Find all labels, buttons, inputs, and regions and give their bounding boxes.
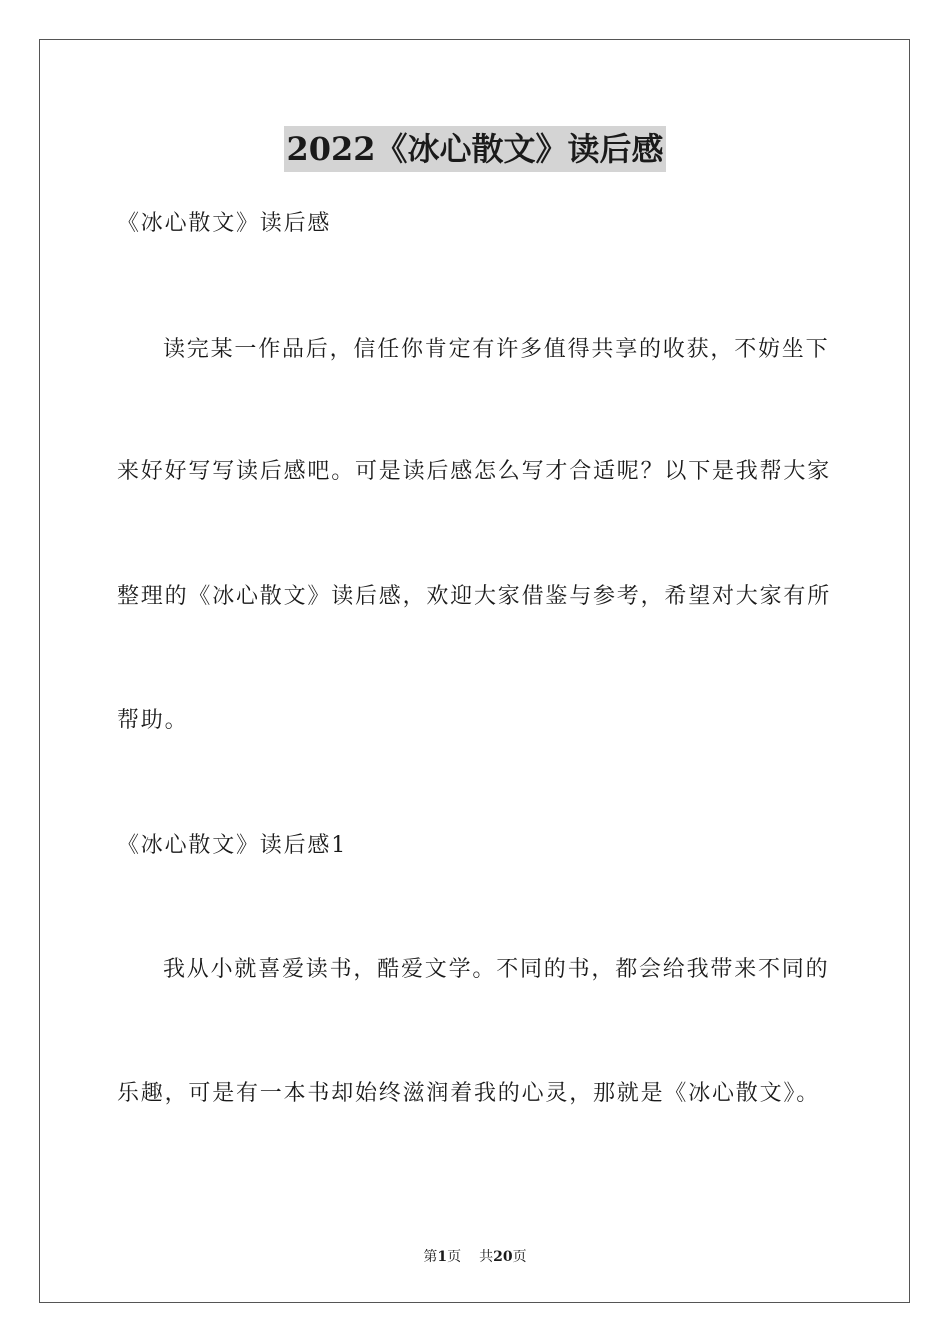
document-title: 2022《冰心散文》读后感 [284,126,665,172]
intro-line-2: 来好好写写读后感吧。可是读后感怎么写才合适呢？以下是我帮大家 [117,459,832,484]
title-container [0,126,950,172]
page-footer [0,1247,950,1267]
page-number: 1 [437,1249,448,1265]
page-prefix: 第 [423,1249,438,1265]
intro-line-3: 整理的《冰心散文》读后感，欢迎大家借鉴与参考，希望对大家有所 [117,584,832,609]
intro-line-1: 读完某一作品后，信任你肯定有许多值得共享的收获，不妨坐下 [163,337,830,362]
total-suffix: 页 [512,1249,527,1265]
intro-line-4: 帮助。 [117,708,189,733]
page-total: 20 [493,1249,513,1265]
section-line-2: 乐趣，可是有一本书却始终滋润着我的心灵，那就是《冰心散文》。 [117,1081,821,1106]
section-line-1: 我从小就喜爱读书，酷爱文学。不同的书，都会给我带来不同的 [163,957,830,982]
section-heading: 《冰心散文》读后感1 [117,833,347,858]
page-suffix: 页 [447,1249,462,1265]
total-prefix: 共 [479,1249,494,1265]
subtitle: 《冰心散文》读后感 [117,211,332,236]
